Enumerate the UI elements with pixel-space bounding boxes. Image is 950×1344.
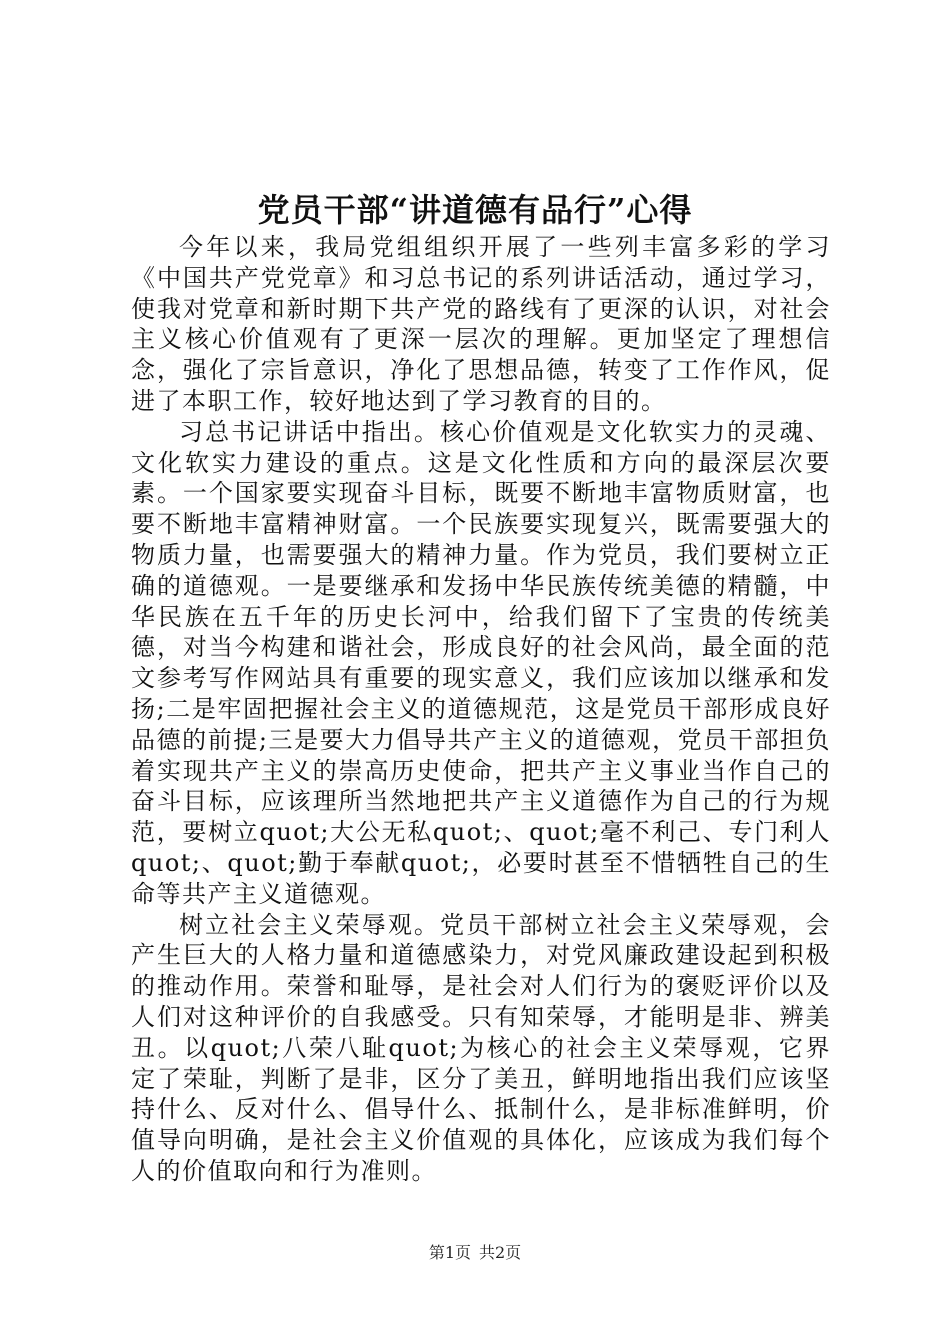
paragraph: 习总书记讲话中指出。核心价值观是文化软实力的灵魂、文化软实力建设的重点。这是文化性质和方向的最深层次要素。一个国家要实现奋斗目标，既要不断地丰富物质财富，也要不断地丰富精神财富。一个民族要实现复兴，既需要强大的物质力量，也需要强大的精神力量。作为党员，我们要树立正确的道德观。一是要继承和发扬中华民族传统美德的精髓，中华民族在五千年的历史长河中，给我们留下了宝贵的传统美德，对当今构建和谐社会，形成良好的社会风尚，最全面的范文参考写作网站具有重要的现实意义，我们应该加以继承和发扬;二是牢固把握社会主义的道德规范，这是党员干部形成良好品德的前提;三是要大力倡导共产主义的道德观，党员干部担负着实现共产主义的崇高历史使命，把共产主义事业当作自己的奋斗目标，应该理所当然地把共产主义道德作为自己的行为规范，要树立quot;大公无私quot;、quot;毫不利己、专门利人quot;、quot;勤于奉献quot;，必要时甚至不惜牺牲自己的生命等共产主义道德观。 xyxy=(131,417,831,908)
document-title: 党员干部“讲道德有品行”心得 xyxy=(257,191,693,229)
paragraph: 树立社会主义荣辱观。党员干部树立社会主义荣辱观，会产生巨大的人格力量和道德感染力，对党风廉政建设起到积极的推动作用。荣誉和耻辱，是社会对人们行为的褒贬评价以及人们对这种评价的自我感受。只有知荣辱，才能明是非、辨美丑。以quot;八荣八耻quot;为核心的社会主义荣辱观，它界定了荣耻，判断了是非，区分了美丑，鲜明地指出我们应该坚持什么、反对什么、倡导什么、抵制什么，是非标准鲜明，价值导向明确，是社会主义价值观的具体化，应该成为我们每个人的价值取向和行为准则。 xyxy=(131,910,831,1185)
document-body xyxy=(131,232,831,1187)
page-total: 共2页 xyxy=(479,1243,522,1262)
page-number: 第1页 xyxy=(428,1243,471,1262)
page-footer xyxy=(0,1242,950,1264)
paragraph: 今年以来，我局党组组织开展了一些列丰富多彩的学习《中国共产党党章》和习总书记的系列讲话活动，通过学习，使我对党章和新时期下共产党的路线有了更深的认识，对社会主义核心价值观有了更深一层次的理解。更加坚定了理想信念，强化了宗旨意识，净化了思想品德，转变了工作作风，促进了本职工作，较好地达到了学习教育的目的。 xyxy=(131,233,831,415)
